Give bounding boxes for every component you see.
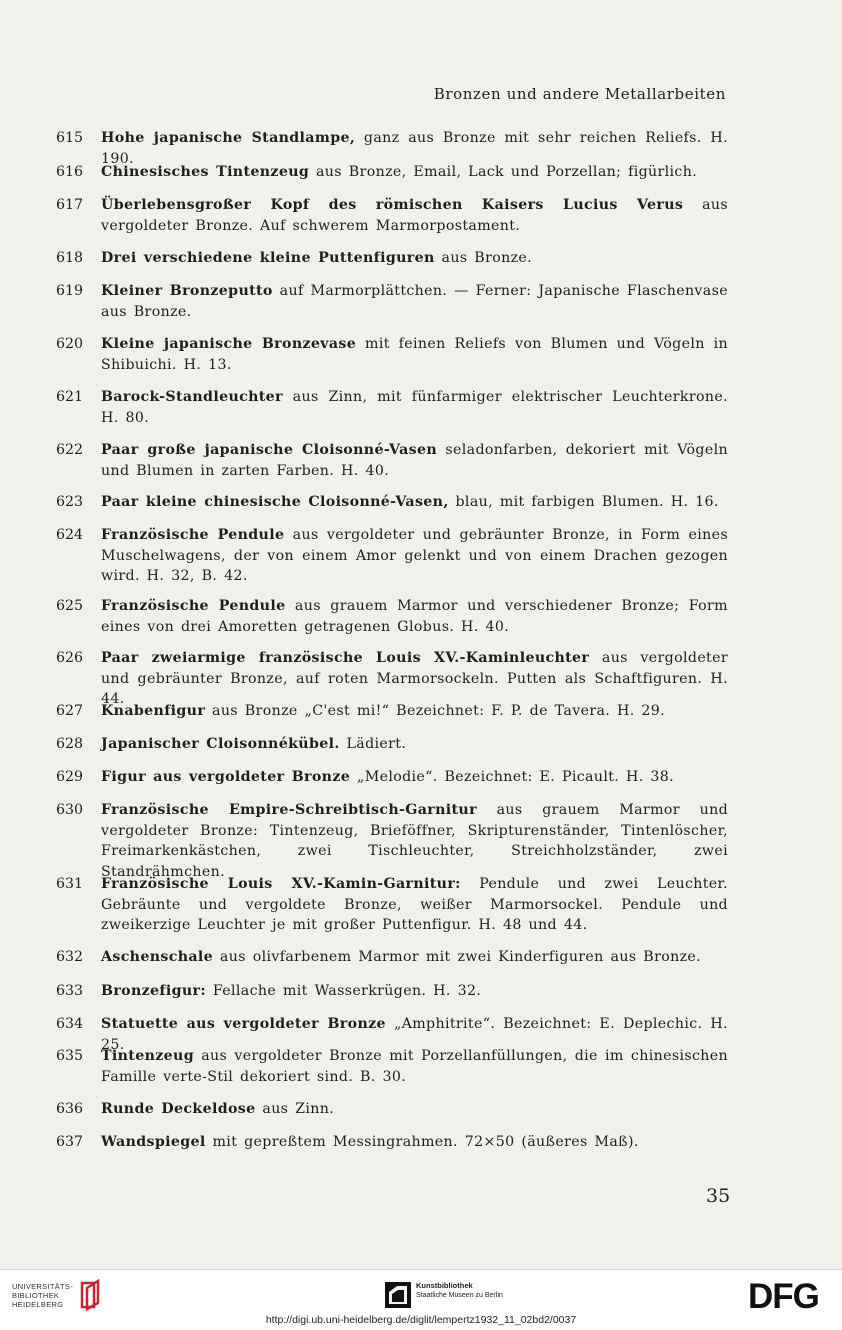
catalog-entry [56,162,728,183]
entry-number: 633 [56,983,84,999]
entry-text: aus grauem Marmor und verschiedener Bronze; Form eines von drei Amoretten getragenen Globus. H. 40. [101,598,728,635]
entry-number: 634 [56,1016,84,1032]
catalog-entry [56,440,728,481]
entry-number: 631 [56,876,84,892]
catalog-entry [56,734,728,755]
entry-text: mit feinen Reliefs von Blumen und Vögeln in Shibuichi. H. 13. [101,336,728,373]
entry-title: Statuette aus vergoldeter Bronze [101,1016,386,1032]
entry-title: Chinesisches Tintenzeug [101,164,310,180]
entry-title: Tintenzeug [101,1048,194,1064]
heidelberg-line: UNIVERSITÄTS- [12,1282,73,1291]
entry-number: 626 [56,650,84,666]
entry-number: 625 [56,598,84,614]
kunstbibliothek-logo-icon [385,1282,411,1308]
entry-title: Französische Louis XV.-Kamin-Garnitur: [101,876,461,892]
entry-title: Hohe japanische Standlampe, [101,130,356,146]
entry-title: Drei verschiedene kleine Puttenfiguren [101,250,435,266]
entry-number: 622 [56,442,84,458]
entry-number: 615 [56,130,84,146]
heidelberg-line: BIBLIOTHEK [12,1291,60,1300]
entry-title: Aschenschale [101,949,214,965]
entry-title: Französische Pendule [101,527,285,543]
entry-text: aus olivfarbenem Marmor mit zwei Kinderfiguren aus Bronze. [213,949,702,965]
entry-title: Wandspiegel [101,1134,206,1150]
running-header: Bronzen und andere Metallarbeiten [433,85,726,103]
kunstbibliothek-name [416,1281,503,1300]
entry-title: Kleiner Bronzeputto [101,283,273,299]
catalog-entry [56,387,728,428]
entry-text: aus Bronze „C'est mi!“ Bezeichnet: F. P. de Tavera. H. 29. [205,703,666,719]
kunstbibliothek-title: Kunstbibliothek [416,1281,473,1290]
entry-number: 635 [56,1048,84,1064]
catalog-entry [56,525,728,587]
entry-title: Barock-Standleuchter [101,389,283,405]
entry-title: Paar zweiarmige französische Louis XV.-Kaminleuchter [101,650,590,666]
entry-text: aus grauem Marmor und vergoldeter Bronze: Tintenzeug, Brieföffner, Skripturenständer, Tintenlöscher, Freimarkenkästchen, zwei Tischleuchter, Streichholzständer, zwei Standrähmchen. [101,802,728,880]
catalog-entry [56,981,728,1002]
entry-title: Runde Deckeldose [101,1101,256,1117]
entry-number: 632 [56,949,84,965]
heidelberg-line: HEIDELBERG [12,1300,64,1309]
entry-number: 623 [56,494,84,510]
entry-text: aus vergoldeter und gebräunter Bronze, auf roten Marmorsockeln. Putten als Schaftfiguren. H. 44. [101,650,728,707]
catalog-entry [56,492,728,513]
catalog-entry [56,874,728,936]
entry-text: aus vergoldeter und gebräunter Bronze, in Form eines Muschelwagens, der von einem Amor gelenkt und von einem Drachen gezogen wird. H. 32, B. 42. [101,527,729,584]
catalog-entry [56,701,728,722]
entry-text: Lädiert. [339,736,407,752]
catalog-entry [56,947,728,968]
source-url[interactable]: http://digi.ub.uni-heidelberg.de/diglit/lempertz1932_11_02bd2/0037 [265,1314,577,1326]
entry-title: Japanischer Cloisonnékübel. [101,736,340,752]
entry-text: mit gepreßtem Messingrahmen. 72×50 (äußeres Maß). [205,1134,639,1150]
entry-title: Figur aus vergoldeter Bronze [101,769,351,785]
entry-number: 636 [56,1101,84,1117]
entry-text: aus vergoldeter Bronze. Auf schwerem Marmorpostament. [101,197,728,234]
entry-number: 627 [56,703,84,719]
entry-number: 620 [56,336,84,352]
entry-text: aus Zinn, mit fünfarmiger elektrischer Leuchterkrone. H. 80. [101,389,728,426]
entry-number: 630 [56,802,84,818]
entry-number: 624 [56,527,84,543]
entry-text: aus Bronze, Email, Lack und Porzellan; figürlich. [309,164,698,180]
entry-text: ganz aus Bronze mit sehr reichen Reliefs. H. 190. [101,130,728,167]
kunstbibliothek-subtitle: Staatliche Museen zu Berlin [416,1291,503,1299]
entry-text: aus Bronze. [434,250,533,266]
entry-title: Französische Pendule [101,598,286,614]
page-number: 35 [706,1185,731,1207]
dfg-logo: DFG [748,1277,819,1316]
heidelberg-logo-icon [78,1279,102,1311]
entry-title: Überlebensgroßer Kopf des römischen Kaisers Lucius Verus [101,197,684,213]
catalog-entry [56,800,728,882]
digitization-footer [0,1269,842,1330]
catalog-entry [56,334,728,375]
catalog-entry [56,1099,728,1120]
catalog-entry [56,281,728,322]
entry-number: 637 [56,1134,84,1150]
entry-text: „Melodie“. Bezeichnet: E. Picault. H. 38. [350,769,675,785]
catalog-entry [56,195,728,236]
entry-number: 617 [56,197,84,213]
catalog-entry [56,248,728,269]
entry-title: Bronzefigur: [101,983,206,999]
entry-title: Knabenfigur [101,703,206,719]
catalog-entry [56,1132,728,1153]
entry-title: Paar kleine chinesische Cloisonné-Vasen, [101,494,449,510]
entry-text: Pendule und zwei Leuchter. Gebräunte und vergoldete Bronze, weißer Marmorsockel. Pendule und zweikerzige Leuchter je mit großer Puttenfigur. H. 48 und 44. [101,876,728,933]
catalog-entry [56,767,728,788]
entry-number: 628 [56,736,84,752]
entry-number: 619 [56,283,84,299]
entry-title: Kleine japanische Bronzevase [101,336,357,352]
entry-text: blau, mit farbigen Blumen. H. 16. [448,494,719,510]
entry-title: Paar große japanische Cloisonné-Vasen [101,442,438,458]
entry-text: Fellache mit Wasserkrügen. H. 32. [205,983,482,999]
entry-text: aus Zinn. [255,1101,335,1117]
heidelberg-library-name [12,1282,73,1309]
entry-number: 618 [56,250,84,266]
catalog-entry [56,596,728,637]
entry-text: „Amphitrite“. Bezeichnet: E. Deplechic. H. 25. [101,1016,728,1053]
entry-title: Französische Empire-Schreibtisch-Garnitur [101,802,477,818]
entry-number: 629 [56,769,84,785]
catalog-entry [56,1046,728,1087]
entry-text: seladonfarben, dekoriert mit Vögeln und Blumen in zarten Farben. H. 40. [101,442,728,479]
entry-number: 616 [56,164,84,180]
entry-text: auf Marmorplättchen. — Ferner: Japanische Flaschenvase aus Bronze. [101,283,728,320]
entry-number: 621 [56,389,84,405]
entry-text: aus vergoldeter Bronze mit Porzellanfüllungen, die im chinesischen Famille verte-Stil dekoriert sind. B. 30. [101,1048,728,1085]
